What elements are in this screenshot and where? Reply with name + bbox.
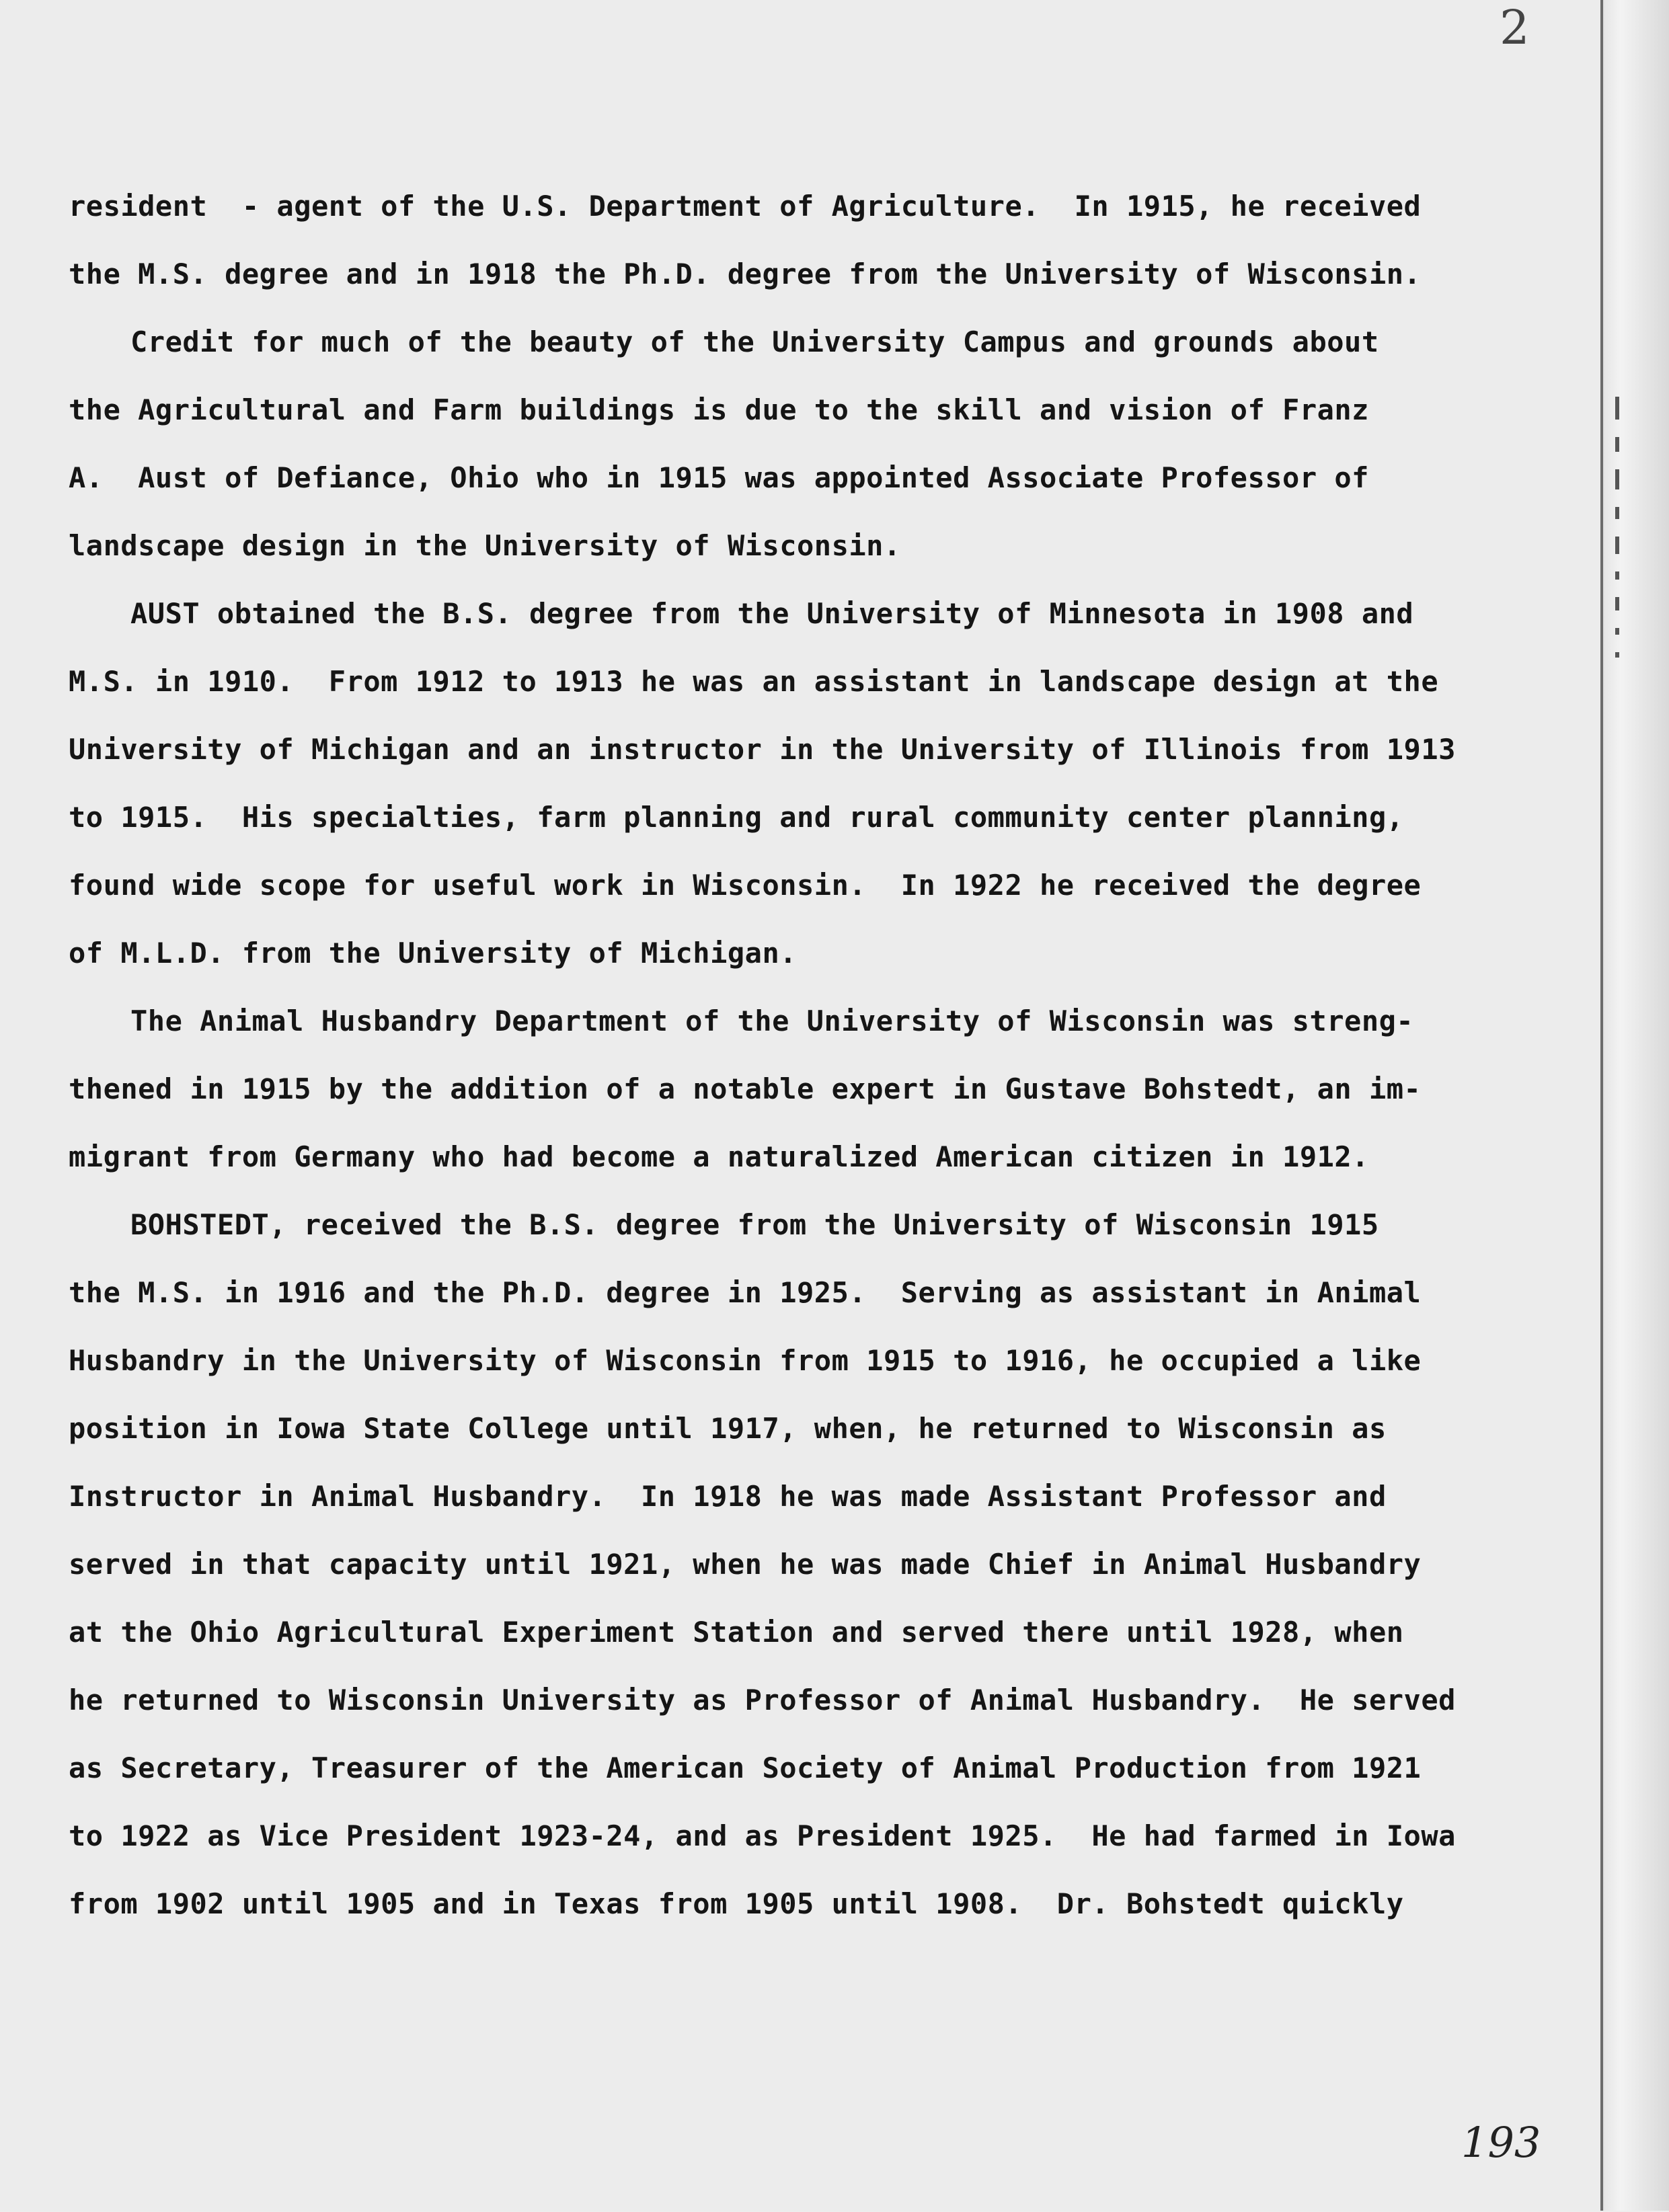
text-line: as Secretary, Treasurer of the American Society of Animal Production from 1921 bbox=[69, 1751, 1422, 1784]
text-line: A. Aust of Defiance, Ohio who in 1915 was appointed Associate Professor of bbox=[69, 461, 1369, 494]
body-text bbox=[69, 172, 1456, 1938]
text-line: Husbandry in the University of Wisconsin from 1915 to 1916, he occupied a like bbox=[69, 1344, 1422, 1377]
page-edge bbox=[1600, 0, 1669, 2211]
corner-mark: 2 bbox=[1500, 0, 1530, 55]
text-line: AUST obtained the B.S. degree from the University of Minnesota in 1908 and bbox=[130, 597, 1414, 630]
text-line: he returned to Wisconsin University as Professor of Animal Husbandry. He served bbox=[69, 1684, 1456, 1716]
page-edge-line bbox=[1600, 0, 1603, 2211]
text-line: resident - agent of the U.S. Department of Agriculture. In 1915, he received bbox=[69, 190, 1422, 223]
text-line: to 1922 as Vice President 1923-24, and as President 1925. He had farmed in Iowa bbox=[69, 1819, 1456, 1852]
text-line: M.S. in 1910. From 1912 to 1913 he was an assistant in landscape design at the bbox=[69, 665, 1439, 698]
text-line: The Animal Husbandry Department of the University of Wisconsin was streng- bbox=[130, 1004, 1414, 1037]
text-line: Credit for much of the beauty of the University Campus and grounds about bbox=[130, 325, 1379, 358]
text-line: migrant from Germany who had become a naturalized American citizen in 1912. bbox=[69, 1140, 1369, 1173]
text-line: the M.S. in 1916 and the Ph.D. degree in 1925. Serving as assistant in Animal bbox=[69, 1276, 1422, 1309]
text-line: Instructor in Animal Husbandry. In 1918 he was made Assistant Professor and bbox=[69, 1480, 1387, 1513]
text-line: the M.S. degree and in 1918 the Ph.D. degree from the University of Wisconsin. bbox=[69, 258, 1422, 290]
text-line: from 1902 until 1905 and in Texas from 1905 until 1908. Dr. Bohstedt quickly bbox=[69, 1887, 1404, 1920]
text-line: landscape design in the University of Wisconsin. bbox=[69, 529, 901, 562]
text-line: served in that capacity until 1921, when he was made Chief in Animal Husbandry bbox=[69, 1548, 1422, 1581]
text-line: to 1915. His specialties, farm planning and rural community center planning, bbox=[69, 801, 1404, 834]
text-line: BOHSTEDT, received the B.S. degree from the University of Wisconsin 1915 bbox=[130, 1208, 1379, 1241]
text-line: at the Ohio Agricultural Experiment Station and served there until 1928, when bbox=[69, 1616, 1404, 1649]
binding-marks bbox=[1615, 397, 1629, 2212]
page-number: 193 bbox=[1461, 2118, 1541, 2167]
text-line: the Agricultural and Farm buildings is due to the skill and vision of Franz bbox=[69, 393, 1369, 426]
text-line: found wide scope for useful work in Wisconsin. In 1922 he received the degree bbox=[69, 869, 1422, 902]
text-line: thened in 1915 by the addition of a notable expert in Gustave Bohstedt, an im- bbox=[69, 1072, 1422, 1105]
text-line: position in Iowa State College until 1917, when, he returned to Wisconsin as bbox=[69, 1412, 1387, 1445]
text-line: of M.L.D. from the University of Michigan. bbox=[69, 937, 798, 970]
text-line: University of Michigan and an instructor in the University of Illinois from 1913 bbox=[69, 733, 1456, 766]
